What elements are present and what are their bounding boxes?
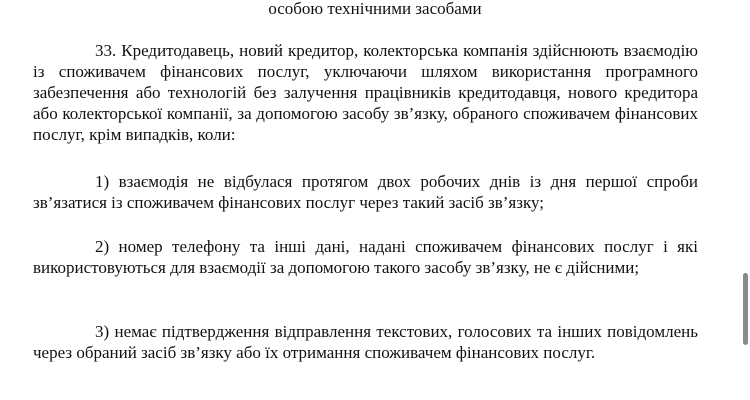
scrollbar[interactable] xyxy=(740,0,750,400)
scrollbar-thumb[interactable] xyxy=(743,273,748,345)
list-item-1 xyxy=(33,171,698,213)
list-item-3 xyxy=(33,321,698,363)
list-item-text: 2) номер телефону та інші дані, надані споживачем фінансових послуг і які використовуються для взаємодії за допомогою такого засобу зв’язку, не є дійсними; xyxy=(33,237,698,277)
list-item-text: 3) немає підтвердження відправлення текстових, голосових та інших повідомлень через обраний засіб зв’язку або їх отримання споживачем фінансових послуг. xyxy=(33,322,698,362)
list-item-text: 1) взаємодія не відбулася протягом двох робочих днів із дня першої спроби зв’язатися із споживачем фінансових послуг через такий засіб зв’язку; xyxy=(33,172,698,212)
list-item-2 xyxy=(33,236,698,278)
paragraph-text: 33. Кредитодавець, новий кредитор, колекторська компанія здійснюють взаємодію із споживачем фінансових послуг, уключаючи шляхом використання програмного забезпечення або технологій без залучення працівників кредитодавця, нового кредитора або колекторської компанії, за допомогою засобу зв’язку, обраного споживачем фінансових послуг, крім випадків, коли: xyxy=(33,41,698,144)
section-heading: особою технічними засобами xyxy=(268,0,482,18)
paragraph-33 xyxy=(33,40,698,145)
